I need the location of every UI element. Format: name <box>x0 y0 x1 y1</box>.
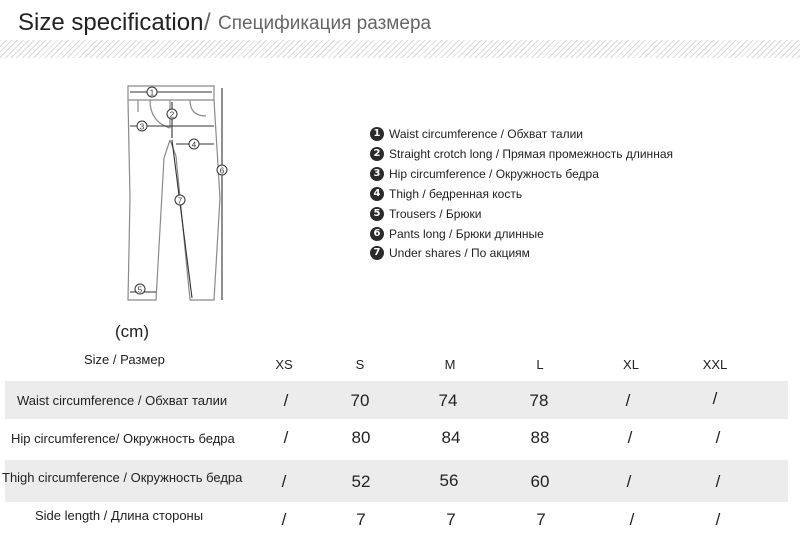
unit-label: (cm) <box>115 322 149 341</box>
table-cell: 88 <box>530 428 550 447</box>
column-header-s: S <box>355 357 365 372</box>
table-cell: 60 <box>530 472 550 491</box>
legend-text: Under shares / По акциям <box>389 246 530 260</box>
marker-5: 5 <box>137 285 143 295</box>
marker-1: 1 <box>149 88 155 98</box>
table-cell: 7 <box>446 510 456 529</box>
table-cell: / <box>281 472 287 491</box>
diagram-markers <box>135 87 227 295</box>
marker-4: 4 <box>191 140 197 150</box>
legend-item <box>370 245 700 261</box>
table-cell: 78 <box>529 391 549 410</box>
page-title-russian: Спецификация размера <box>218 13 432 34</box>
size-header: Size / Размер <box>84 352 165 367</box>
table-cell: / <box>715 472 721 491</box>
marker-3: 3 <box>139 122 145 132</box>
marker-6: 6 <box>219 166 225 176</box>
column-header-xs: XS <box>275 357 293 372</box>
hatch-divider <box>0 40 800 58</box>
left-leg-outline <box>128 100 170 300</box>
table-cell: / <box>715 510 721 529</box>
legend-number: 5 <box>370 207 384 221</box>
table-cell: / <box>627 428 633 447</box>
table-cell: 56 <box>439 471 459 490</box>
table-cell: / <box>626 472 632 491</box>
legend-item <box>370 186 700 202</box>
table-cell: / <box>712 389 718 408</box>
legend-number: 6 <box>370 227 384 241</box>
table-row <box>2 460 788 502</box>
legend-item <box>370 206 700 222</box>
legend-item <box>370 166 700 182</box>
table-cell: 70 <box>350 391 370 410</box>
marker-7: 7 <box>177 196 183 206</box>
table-row <box>5 502 788 540</box>
legend-number: 1 <box>370 127 384 141</box>
legend-text: Pants long / Брюки длинные <box>389 227 544 241</box>
legend-item <box>370 146 700 162</box>
legend-text: Hip circumference / Окружность бедра <box>389 167 599 181</box>
legend-number: 2 <box>370 147 384 161</box>
table-row <box>5 381 788 419</box>
marker-2: 2 <box>169 110 175 120</box>
legend-number: 3 <box>370 167 384 181</box>
table-cell: 74 <box>438 391 458 410</box>
row-label: Side length / Длина стороны <box>35 508 204 523</box>
legend-text: Trousers / Брюки <box>389 207 482 221</box>
legend-number: 4 <box>370 187 384 201</box>
column-header-xxl: XXL <box>702 357 728 372</box>
column-header-l: L <box>536 357 544 372</box>
table-cell: / <box>715 428 721 447</box>
row-label: Thigh circumference / Окружность бедра <box>2 470 243 485</box>
table-cell: 7 <box>536 510 546 529</box>
waistband-outline <box>128 86 214 100</box>
table-row <box>5 420 788 458</box>
column-header-m: M <box>444 357 456 372</box>
column-header-xl: XL <box>623 357 639 372</box>
legend-number: 7 <box>370 246 384 260</box>
legend-text: Thigh / бедренная кость <box>389 187 523 201</box>
table-cell: / <box>283 428 289 447</box>
table-cell: 80 <box>351 428 371 447</box>
table-cell: 7 <box>356 510 366 529</box>
legend-text: Straight crotch long / Прямая промежность длинная <box>389 147 673 161</box>
row-label: Waist circumference / Обхват талии <box>17 393 228 408</box>
table-cell: 84 <box>441 428 461 447</box>
row-label: Hip circumference/ Окружность бедра <box>11 431 235 446</box>
table-cell: / <box>281 510 287 529</box>
page-title: Size specification <box>18 9 204 36</box>
title-bar <box>0 0 800 40</box>
table-cell: 52 <box>351 472 371 491</box>
table-cell: / <box>625 391 631 410</box>
legend-item <box>370 126 700 142</box>
table-cell: / <box>283 391 289 410</box>
legend-text: Waist circumference / Обхват талии <box>389 127 583 141</box>
pants-diagram <box>110 78 240 310</box>
legend-item <box>370 226 700 242</box>
title-separator: / <box>204 9 211 36</box>
table-cell: / <box>629 510 635 529</box>
